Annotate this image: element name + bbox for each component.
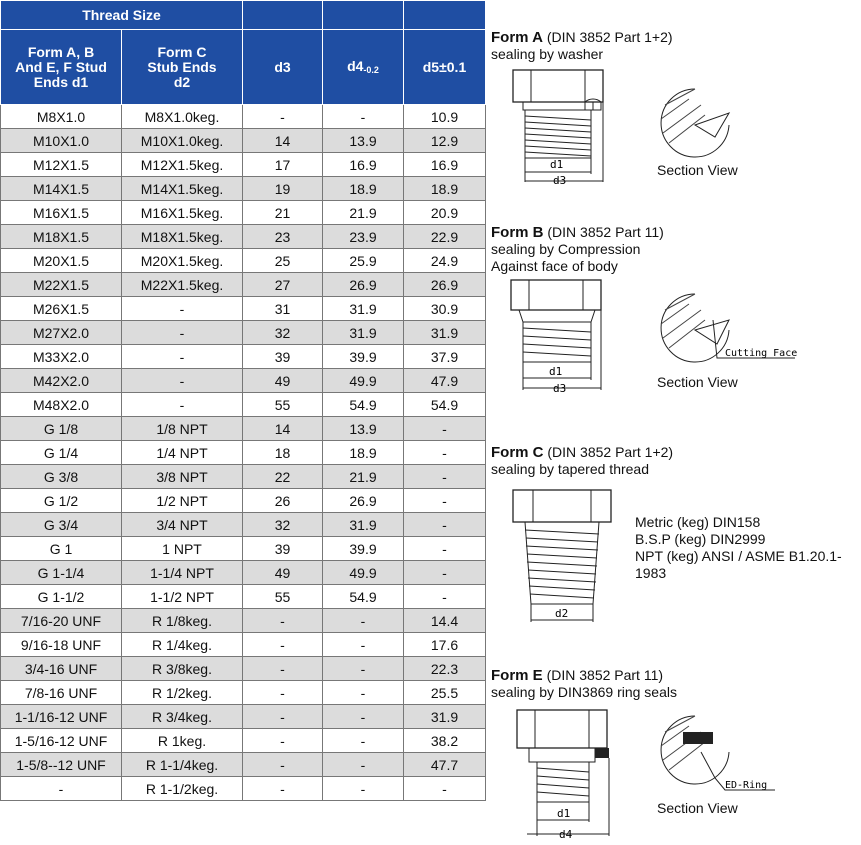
form-a-section-view <box>655 85 735 160</box>
cell-d2: R 1keg. <box>122 729 243 753</box>
table-row <box>1 537 486 561</box>
cell-d2: M20X1.5keg. <box>122 249 243 273</box>
cell-d4: 49.9 <box>323 561 404 585</box>
cell-d1: M14X1.5 <box>1 177 122 201</box>
cell-d3: 27 <box>243 273 323 297</box>
table-row <box>1 633 486 657</box>
cell-d5: - <box>404 441 486 465</box>
form-c-title: Form C (DIN 3852 Part 1+2) sealing by tapered thread <box>491 444 674 477</box>
cell-d2: 1 NPT <box>122 537 243 561</box>
cell-d4: 31.9 <box>323 513 404 537</box>
cell-d4: 39.9 <box>323 345 404 369</box>
form-a-drawing <box>495 64 625 189</box>
form-a-title: Form A (DIN 3852 Part 1+2) sealing by washer <box>491 29 673 62</box>
cell-d2: - <box>122 321 243 345</box>
table-row <box>1 393 486 417</box>
cell-d1: M18X1.5 <box>1 225 122 249</box>
cell-d2: M22X1.5keg. <box>122 273 243 297</box>
cell-d4: - <box>323 777 404 801</box>
cell-d1: M16X1.5 <box>1 201 122 225</box>
cell-d5: 25.5 <box>404 681 486 705</box>
table-row <box>1 681 486 705</box>
table-row <box>1 513 486 537</box>
cell-d3: 17 <box>243 153 323 177</box>
cell-d1: G 1/8 <box>1 417 122 441</box>
form-b-title: Form B (DIN 3852 Part 11) sealing by Compression Against face of body <box>491 224 664 274</box>
cell-d5: 17.6 <box>404 633 486 657</box>
cell-d2: - <box>122 345 243 369</box>
table-row <box>1 369 486 393</box>
cell-d4: - <box>323 609 404 633</box>
cell-d3: 22 <box>243 465 323 489</box>
cell-d4: 21.9 <box>323 465 404 489</box>
cell-d5: 47.7 <box>404 753 486 777</box>
table-row <box>1 729 486 753</box>
table-row <box>1 153 486 177</box>
cell-d1: G 1/2 <box>1 489 122 513</box>
table-row <box>1 297 486 321</box>
cell-d1: M26X1.5 <box>1 297 122 321</box>
cell-d3: 32 <box>243 513 323 537</box>
cell-d5: - <box>404 417 486 441</box>
cell-d1: M8X1.0 <box>1 105 122 129</box>
cell-d1: M48X2.0 <box>1 393 122 417</box>
cell-d5: 30.9 <box>404 297 486 321</box>
cell-d4: 31.9 <box>323 321 404 345</box>
table-row <box>1 225 486 249</box>
cell-d1: 1-1/16-12 UNF <box>1 705 122 729</box>
cell-d2: - <box>122 297 243 321</box>
col-header-d5: d5±0.1 <box>404 30 486 105</box>
cell-d3: 26 <box>243 489 323 513</box>
cell-d4: 54.9 <box>323 585 404 609</box>
form-a-section-label: Section View <box>657 162 738 178</box>
cell-d2: - <box>122 393 243 417</box>
cell-d1: G 1-1/4 <box>1 561 122 585</box>
cell-d4: 31.9 <box>323 297 404 321</box>
cell-d5: 20.9 <box>404 201 486 225</box>
form-c-drawing <box>505 486 620 626</box>
cell-d3: 25 <box>243 249 323 273</box>
cell-d3: 23 <box>243 225 323 249</box>
cell-d2: M8X1.0keg. <box>122 105 243 129</box>
cell-d5: 10.9 <box>404 105 486 129</box>
table-row <box>1 465 486 489</box>
svg-text:ED-Ring: ED-Ring <box>725 780 768 791</box>
svg-text:d3: d3 <box>553 174 567 187</box>
cell-d5: - <box>404 561 486 585</box>
cell-d5: 14.4 <box>404 609 486 633</box>
cell-d4: 18.9 <box>323 441 404 465</box>
cell-d2: R 3/8keg. <box>122 657 243 681</box>
cell-d4: - <box>323 633 404 657</box>
cell-d2: 1-1/2 NPT <box>122 585 243 609</box>
cell-d4: - <box>323 753 404 777</box>
table-row <box>1 273 486 297</box>
form-b-section-view <box>655 290 805 370</box>
cell-d3: - <box>243 633 323 657</box>
thread-size-header: Thread Size <box>1 1 243 30</box>
cell-d1: M42X2.0 <box>1 369 122 393</box>
cell-d3: 19 <box>243 177 323 201</box>
cell-d2: M14X1.5keg. <box>122 177 243 201</box>
table-row <box>1 321 486 345</box>
cell-d1: M27X2.0 <box>1 321 122 345</box>
cell-d4: 21.9 <box>323 201 404 225</box>
cell-d1: G 3/4 <box>1 513 122 537</box>
cell-d5: 26.9 <box>404 273 486 297</box>
cell-d5: 47.9 <box>404 369 486 393</box>
cell-d3: 14 <box>243 129 323 153</box>
cell-d1: M12X1.5 <box>1 153 122 177</box>
svg-text:d4: d4 <box>559 828 573 841</box>
table-row <box>1 657 486 681</box>
table-row <box>1 705 486 729</box>
cell-d5: 31.9 <box>404 321 486 345</box>
cell-d2: M10X1.0keg. <box>122 129 243 153</box>
cell-d4: 49.9 <box>323 369 404 393</box>
cell-d5: - <box>404 777 486 801</box>
cell-d5: 16.9 <box>404 153 486 177</box>
cell-d3: 39 <box>243 345 323 369</box>
cell-d2: 1/2 NPT <box>122 489 243 513</box>
cell-d1: G 1 <box>1 537 122 561</box>
cell-d1: G 1-1/2 <box>1 585 122 609</box>
cell-d3: - <box>243 681 323 705</box>
table-row <box>1 441 486 465</box>
cell-d3: - <box>243 729 323 753</box>
cell-d3: - <box>243 657 323 681</box>
cell-d5: 54.9 <box>404 393 486 417</box>
svg-text:Cutting Face: Cutting Face <box>725 348 798 359</box>
cell-d4: 13.9 <box>323 129 404 153</box>
cell-d3: - <box>243 705 323 729</box>
cell-d3: 55 <box>243 585 323 609</box>
cell-d3: - <box>243 609 323 633</box>
cell-d2: M12X1.5keg. <box>122 153 243 177</box>
col-header-d3: d3 <box>243 30 323 105</box>
cell-d2: R 1-1/2keg. <box>122 777 243 801</box>
cell-d1: 1-5/8--12 UNF <box>1 753 122 777</box>
cell-d5: - <box>404 513 486 537</box>
table-body <box>1 105 486 801</box>
cell-d3: 55 <box>243 393 323 417</box>
form-e-section-view <box>655 712 785 797</box>
form-e-title: Form E (DIN 3852 Part 11) sealing by DIN3869 ring seals <box>491 667 677 700</box>
cell-d2: R 1-1/4keg. <box>122 753 243 777</box>
cell-d3: 32 <box>243 321 323 345</box>
form-e-section-label: Section View <box>657 800 738 816</box>
cell-d2: M18X1.5keg. <box>122 225 243 249</box>
cell-d2: 1-1/4 NPT <box>122 561 243 585</box>
cell-d5: 12.9 <box>404 129 486 153</box>
cell-d5: 38.2 <box>404 729 486 753</box>
cell-d4: 25.9 <box>323 249 404 273</box>
cell-d3: - <box>243 105 323 129</box>
table-row <box>1 201 486 225</box>
cell-d1: M20X1.5 <box>1 249 122 273</box>
cell-d2: 3/4 NPT <box>122 513 243 537</box>
cell-d4: 54.9 <box>323 393 404 417</box>
form-c-notes: Metric (keg) DIN158 B.S.P (keg) DIN2999 NPT (keg) ANSI / ASME B1.20.1- 1983 <box>635 514 842 581</box>
cell-d3: 39 <box>243 537 323 561</box>
cell-d4: 23.9 <box>323 225 404 249</box>
cell-d3: 49 <box>243 369 323 393</box>
cell-d3: - <box>243 753 323 777</box>
cell-d1: 3/4-16 UNF <box>1 657 122 681</box>
cell-d2: M16X1.5keg. <box>122 201 243 225</box>
table-row <box>1 105 486 129</box>
table-row <box>1 249 486 273</box>
svg-text:d1: d1 <box>550 158 564 171</box>
cell-d2: 3/8 NPT <box>122 465 243 489</box>
table-row <box>1 609 486 633</box>
cell-d3: 31 <box>243 297 323 321</box>
cell-d5: - <box>404 585 486 609</box>
cell-d1: 9/16-18 UNF <box>1 633 122 657</box>
cell-d4: 26.9 <box>323 273 404 297</box>
cell-d5: - <box>404 465 486 489</box>
cell-d2: R 1/2keg. <box>122 681 243 705</box>
table-row <box>1 561 486 585</box>
table-row <box>1 177 486 201</box>
cell-d4: - <box>323 657 404 681</box>
cell-d5: 24.9 <box>404 249 486 273</box>
form-b-drawing <box>495 276 625 398</box>
cell-d5: 18.9 <box>404 177 486 201</box>
svg-text:d2: d2 <box>555 607 569 620</box>
cell-d4: - <box>323 105 404 129</box>
cell-d1: - <box>1 777 122 801</box>
cell-d1: M33X2.0 <box>1 345 122 369</box>
col-header-d2: Form C Stub Ends d2 <box>122 30 243 105</box>
cell-d3: 49 <box>243 561 323 585</box>
col-header-d1: Form A, B And E, F Stud Ends d1 <box>1 30 122 105</box>
cell-d3: 14 <box>243 417 323 441</box>
cell-d4: 39.9 <box>323 537 404 561</box>
cell-d2: 1/4 NPT <box>122 441 243 465</box>
cell-d1: G 3/8 <box>1 465 122 489</box>
col-header-d4: d4-0.2 <box>323 30 404 105</box>
table-row <box>1 753 486 777</box>
cell-d4: 13.9 <box>323 417 404 441</box>
form-b-section-label: Section View <box>657 374 738 390</box>
cell-d1: G 1/4 <box>1 441 122 465</box>
cell-d2: R 3/4keg. <box>122 705 243 729</box>
cell-d4: - <box>323 729 404 753</box>
cell-d2: 1/8 NPT <box>122 417 243 441</box>
cell-d2: R 1/8keg. <box>122 609 243 633</box>
cell-d1: 7/16-20 UNF <box>1 609 122 633</box>
table-row <box>1 345 486 369</box>
cell-d2: - <box>122 369 243 393</box>
cell-d1: 1-5/16-12 UNF <box>1 729 122 753</box>
table-row <box>1 585 486 609</box>
cell-d5: - <box>404 489 486 513</box>
cell-d5: 37.9 <box>404 345 486 369</box>
cell-d2: R 1/4keg. <box>122 633 243 657</box>
svg-text:d3: d3 <box>553 382 567 395</box>
cell-d3: 21 <box>243 201 323 225</box>
cell-d3: - <box>243 777 323 801</box>
table-row <box>1 489 486 513</box>
cell-d1: M22X1.5 <box>1 273 122 297</box>
table-row <box>1 129 486 153</box>
cell-d5: 31.9 <box>404 705 486 729</box>
cell-d3: 18 <box>243 441 323 465</box>
cell-d5: 22.3 <box>404 657 486 681</box>
cell-d1: M10X1.0 <box>1 129 122 153</box>
svg-text:d1: d1 <box>549 365 563 378</box>
table-row <box>1 777 486 801</box>
svg-text:d1: d1 <box>557 807 571 820</box>
cell-d4: 26.9 <box>323 489 404 513</box>
form-e-drawing <box>505 704 620 844</box>
cell-d1: 7/8-16 UNF <box>1 681 122 705</box>
cell-d5: 22.9 <box>404 225 486 249</box>
cell-d4: 16.9 <box>323 153 404 177</box>
cell-d4: 18.9 <box>323 177 404 201</box>
cell-d4: - <box>323 681 404 705</box>
cell-d4: - <box>323 705 404 729</box>
table-row <box>1 417 486 441</box>
cell-d5: - <box>404 537 486 561</box>
